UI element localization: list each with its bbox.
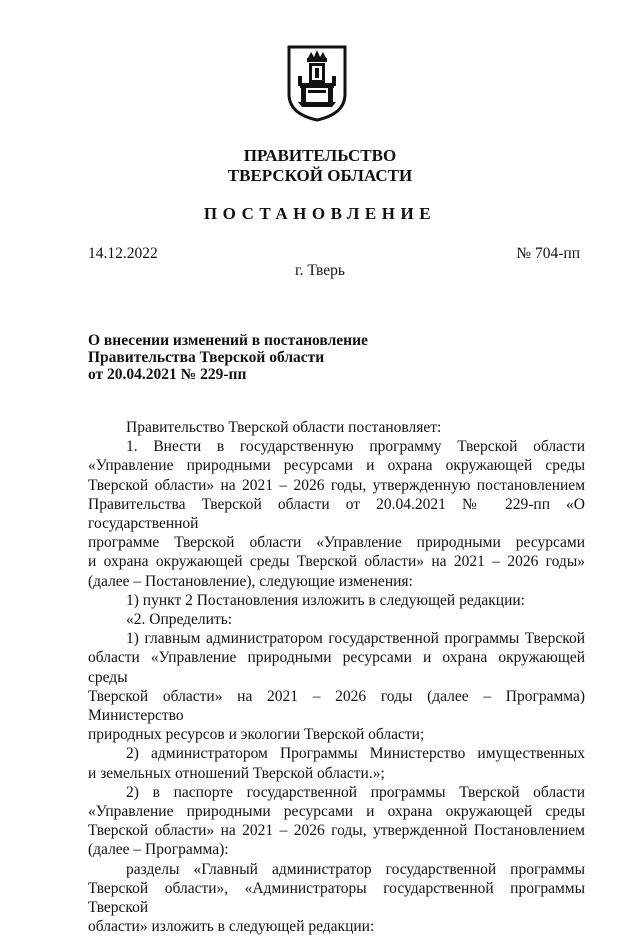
body-line: 1. Внести в государственную программу Тверской области <box>126 438 585 456</box>
body-line: разделы «Главный администратор государственной программы <box>126 860 585 878</box>
document-number: № 704-пп <box>516 245 580 262</box>
body-line: области «Управление природными ресурсами и охрана окружающей среды <box>88 649 585 686</box>
document-date: 14.12.2022 <box>88 245 158 262</box>
tver-coat-of-arms-icon <box>286 44 348 122</box>
body-line: (далее – Программа): <box>88 841 229 859</box>
body-line: «2. Определить: <box>126 611 233 629</box>
document-subject <box>88 332 488 383</box>
subject-line: О внесении изменений в постановление <box>88 332 368 349</box>
document-type: ПОСТАНОВЛЕНИЕ <box>203 204 437 223</box>
body-line: (далее – Постановление), следующие изменения: <box>88 572 413 590</box>
subject-line: Правительства Тверской области <box>88 349 325 366</box>
body-line: Тверской области» на 2021 – 2026 годы (далее – Программа) Министерство <box>88 687 585 725</box>
body-line: программе Тверской области «Управление природными ресурсами <box>88 534 585 552</box>
body-line: «Управление природными ресурсами и охрана окружающей среды <box>88 457 585 475</box>
document-city: г. Тверь <box>295 262 345 279</box>
subject-line: от 20.04.2021 № 229-пп <box>88 366 247 383</box>
org-name-line1: ПРАВИТЕЛЬСТВО <box>243 146 397 165</box>
org-name-line2: ТВЕРСКОЙ ОБЛАСТИ <box>227 166 413 185</box>
body-line: 2) в паспорте государственной программы Тверской области <box>126 783 585 801</box>
body-line: Тверской области» на 2021 – 2026 годы, утвержденной Постановлением <box>88 822 585 840</box>
body-line: Тверской области», «Администраторы государственной программы Тверской <box>88 879 585 917</box>
body-line: области» изложить в следующей редакции: <box>88 918 375 936</box>
body-line: 1) главным администратором государственной программы Тверской <box>126 630 585 648</box>
body-line: Правительства Тверской области от 20.04.2021 № 229-пп «О государственной <box>88 495 585 533</box>
document-body <box>88 418 585 936</box>
body-line: и земельных отношений Тверской области.»; <box>88 764 385 782</box>
body-line: природных ресурсов и экологии Тверской области; <box>88 726 425 744</box>
body-line: и охрана окружающей среды Тверской области» на 2021 – 2026 годы» <box>88 553 585 571</box>
body-line: 2) администратором Программы Министерство имущественных <box>126 745 585 763</box>
body-line: 1) пункт 2 Постановления изложить в следующей редакции: <box>126 591 525 609</box>
body-line: «Управление природными ресурсами и охрана окружающей среды <box>88 803 585 821</box>
body-line: Тверской области» на 2021 – 2026 годы, утвержденную постановлением <box>88 476 585 494</box>
body-line: Правительство Тверской области постановляет: <box>126 419 442 436</box>
